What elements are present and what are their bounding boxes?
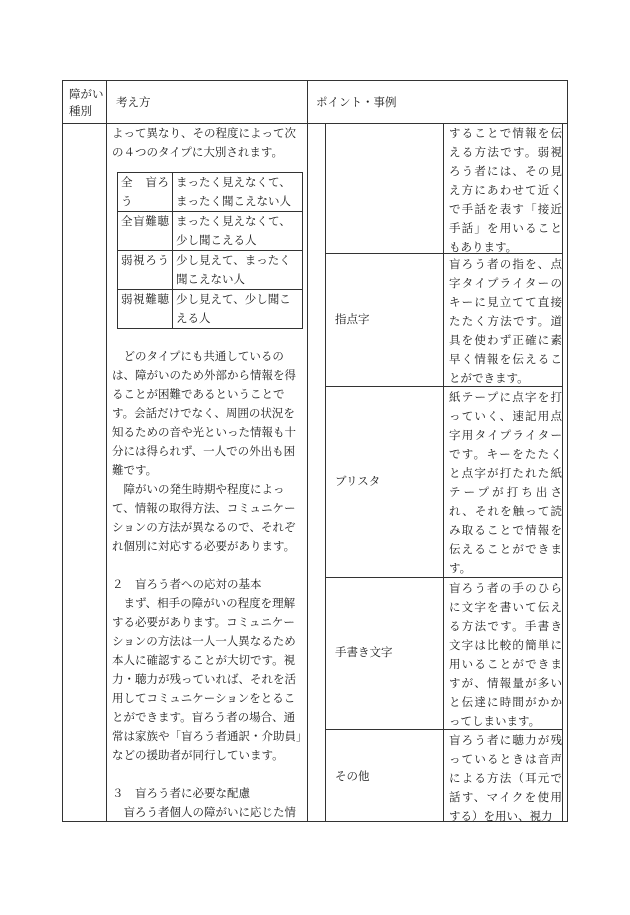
section-2-title: ２ 盲ろう者への応対の基本 [112, 577, 262, 591]
table-frame [62, 80, 568, 822]
type-term: 全盲難聴 [118, 212, 173, 251]
type-table [117, 172, 303, 329]
header-disability-type [69, 86, 104, 120]
type-desc: まったく見えなくて、まったく聞こえない人 [173, 173, 303, 212]
type-desc: 少し見えて、少し聞こえる人 [173, 290, 303, 329]
type-desc: まったく見えなくて、少し聞こえる人 [173, 212, 303, 251]
intro-line-2: の４つのタイプに大別されます。 [112, 145, 284, 159]
header-points-examples: ポイント・事例 [316, 95, 397, 109]
method-label-other: その他 [335, 769, 370, 783]
divider-inner-left [325, 124, 326, 821]
type-term: 弱視難聴 [118, 290, 173, 329]
paragraph-common: どのタイプにも共通しているのは、障がいのため外部から情報を得ることが困難であるということです。会話だけでなく、周囲の状況を知るための音や光といった情報も十分には得られず、一人での外出も困難です。 [112, 349, 296, 477]
method-label-handwriting: 手書き文字 [335, 645, 393, 659]
type-row [118, 251, 303, 290]
intro-line-1: よって異なり、その程度によって次 [112, 126, 296, 140]
section-3-title: ３ 盲ろう者に必要な配慮 [112, 786, 250, 800]
paragraph-individual: 障がいの発生時期や程度によって、情報の取得方法、コミュニケーションの方法が異なるので、それぞれ個別に対応する必要があります。 [112, 482, 296, 553]
method-desc-handwriting: 盲ろう者の手のひらに文字を書いて伝える方法です。手書き文字は比較的簡単に用いることができますが、情報量が多いと伝達に時間がかかってしまいます。 [449, 581, 562, 728]
divider-inner-right [562, 124, 563, 821]
method-label-brailler: ブリスタ [335, 474, 381, 488]
divider-inner-mid [443, 124, 444, 821]
type-row [118, 290, 303, 329]
divider-col2 [307, 81, 308, 821]
method-desc-brailler: 紙テープに点字を打っていく、速記用点字用タイプライターです。キーをたたくと点字が打たれた紙テープが打ち出され、それを触って読み取ることで情報を伝えることができます。 [449, 390, 562, 575]
header-col1-line1: 障がい [69, 87, 104, 101]
method-desc-finger-braille: 盲ろう者の指を、点字タイプライターのキーに見立てて直接たたく方法です。道具を使わず正確に素早く情報を伝えることができます。 [449, 257, 562, 385]
section-2-body: まず、相手の障がいの程度を理解する必要があります。コミュニケーションの方法は一人一人異なるため本人に確認することが大切です。視力・聴力が残っていれば、それを活用してコミュニケーションをとることができます。盲ろう者の場合、通常は家族や「盲ろう者通訳・介助員」などの援助者が同行しています。 [112, 596, 302, 762]
type-desc: 少し見えて、まったく聞こえない人 [173, 251, 303, 290]
method-desc-other: 盲ろう者に聴力が残っているときは音声による方法（耳元で話す、マイクを使用する）を用い、視力 [449, 733, 562, 823]
approach-column [112, 124, 302, 822]
header-col1-line2: 種別 [69, 104, 92, 118]
divider-col1 [106, 81, 107, 821]
method-label-finger-braille: 指点字 [335, 312, 370, 326]
header-approach: 考え方 [116, 95, 151, 109]
type-row [118, 212, 303, 251]
type-term: 全 盲ろう [118, 173, 173, 212]
type-row [118, 173, 303, 212]
method-desc-sign-language: することで情報を伝える方法です。弱視ろう者には、その見え方にあわせて近くで手話を表す「接近手話」を用いることもあります。 [449, 126, 562, 254]
type-term: 弱視ろう [118, 251, 173, 290]
section-3-body: 盲ろう者個人の障がいに応じた情 [123, 805, 296, 819]
